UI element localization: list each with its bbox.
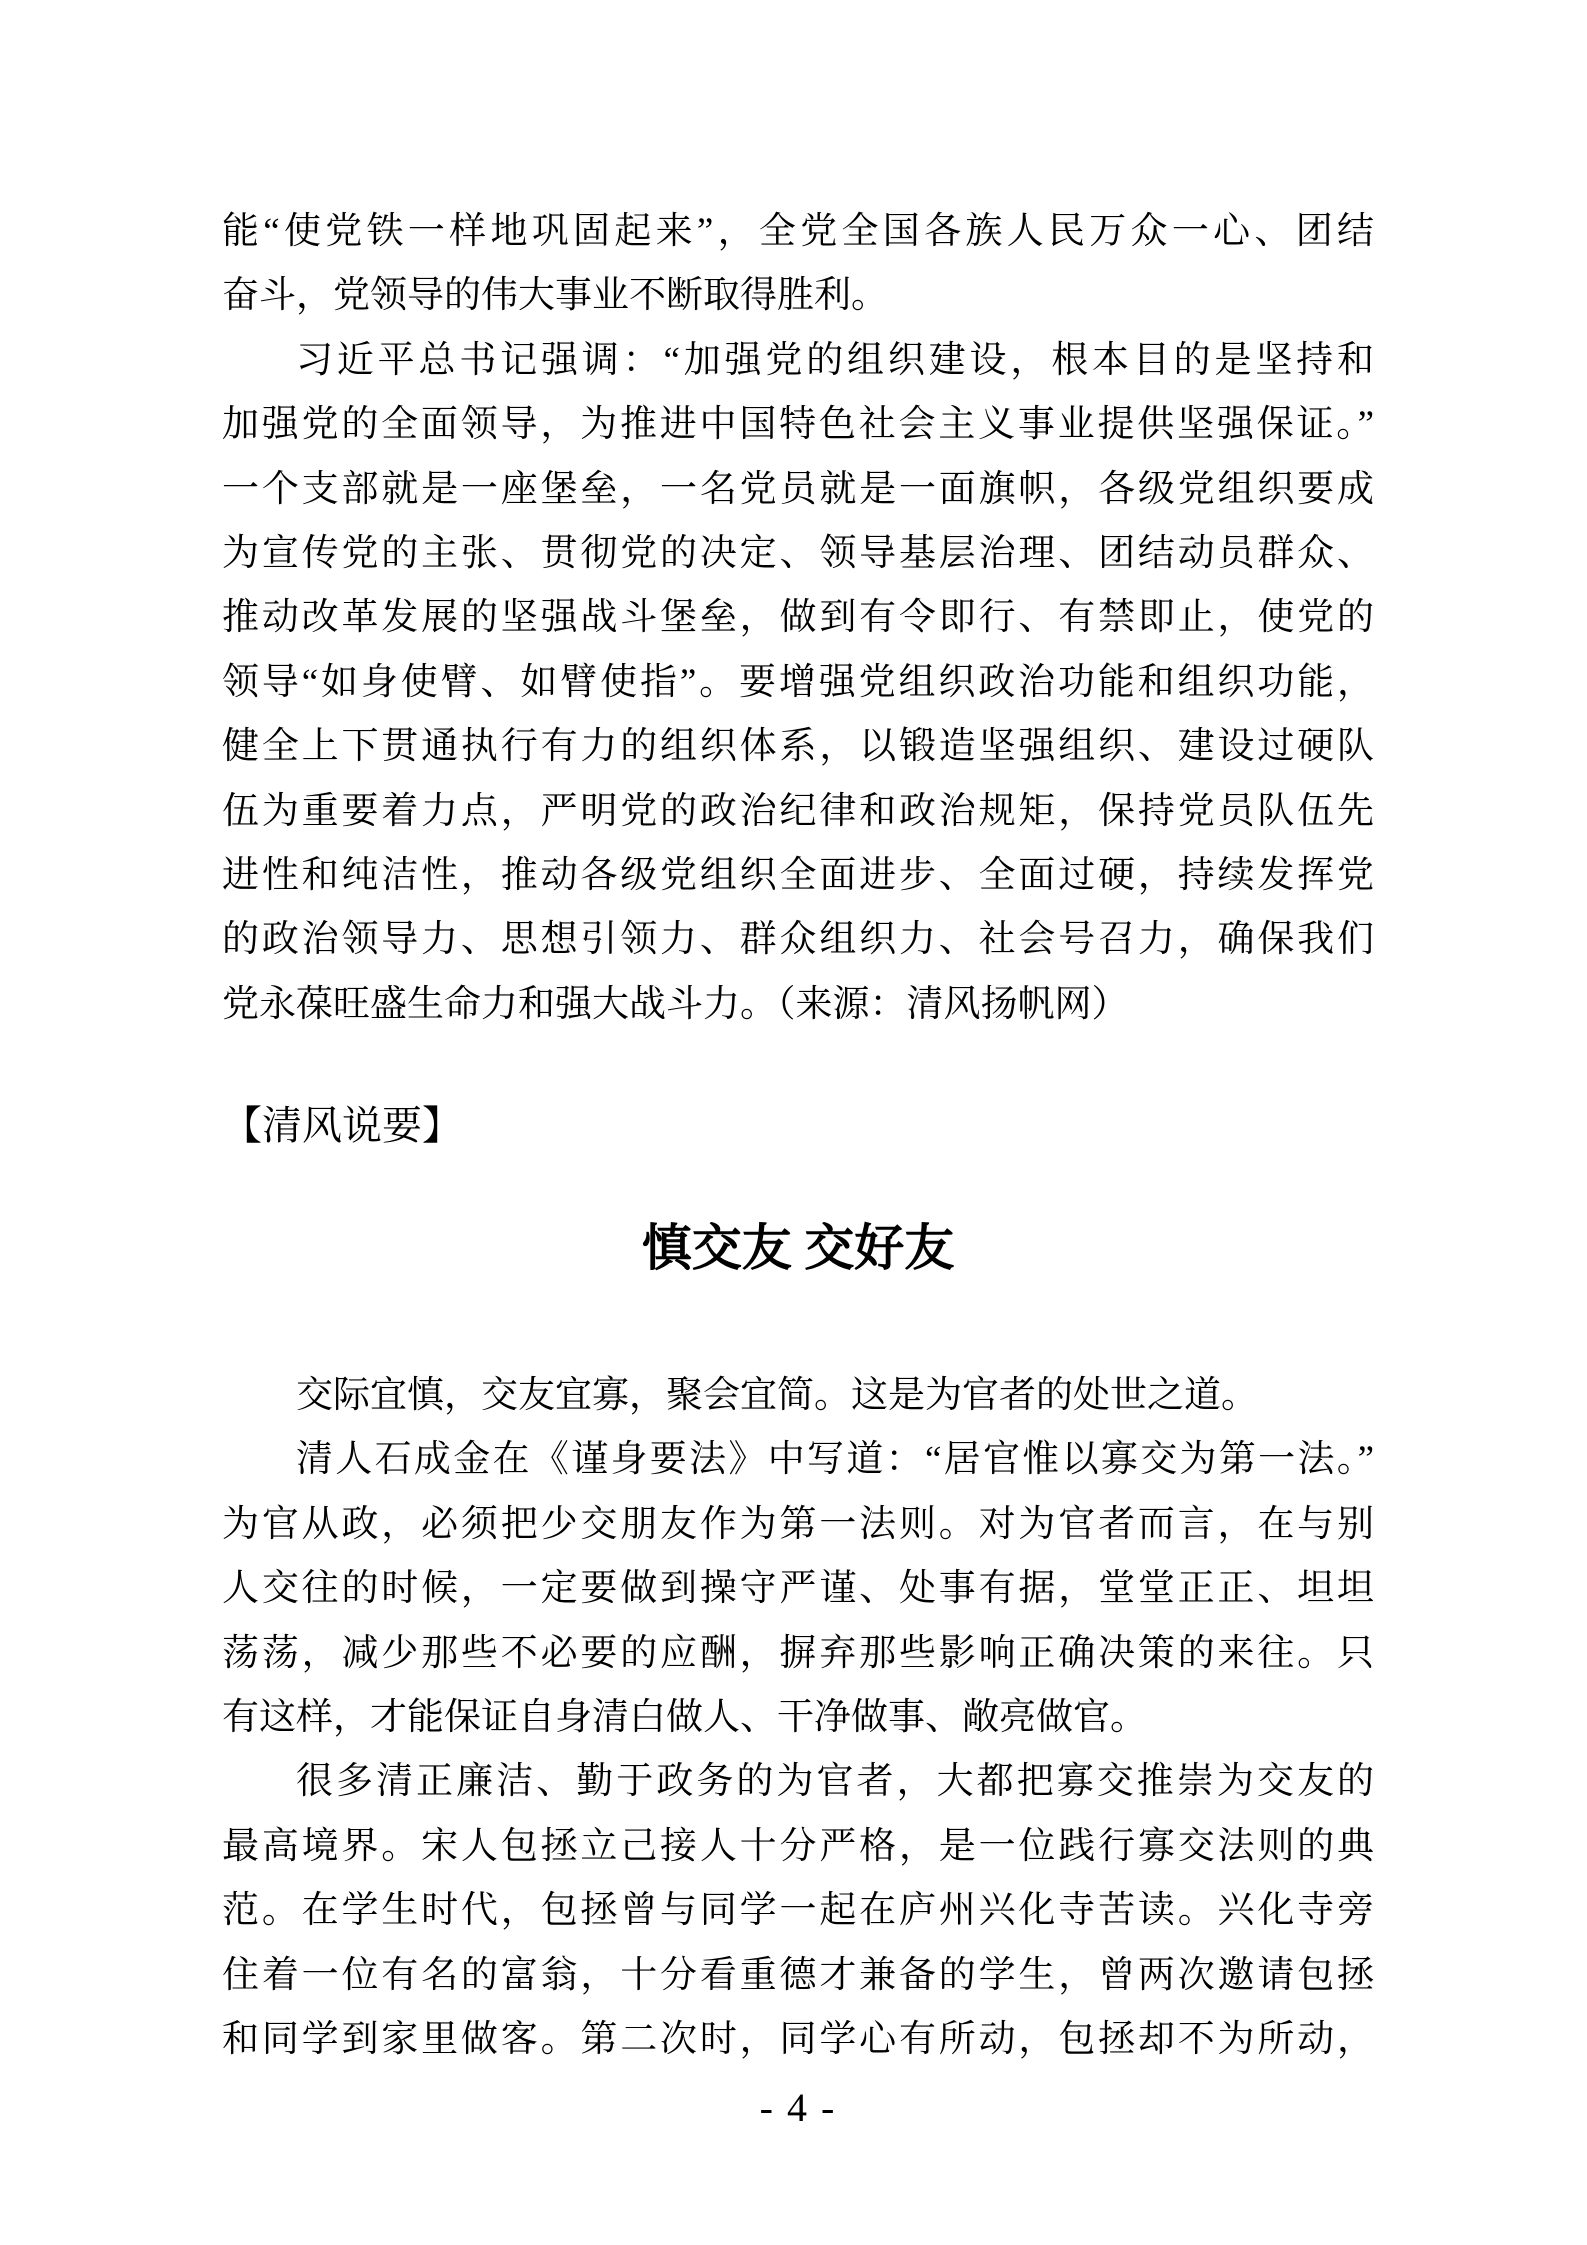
paragraph-line: 伍为重要着力点，严明党的政治纪律和政治规矩，保持党员队伍先 [222, 790, 1374, 832]
paragraph-line: 为宣传党的主张、贯彻党的决定、领导基层治理、团结动员群众、 [222, 532, 1374, 574]
section-heading: 【清风说要】 [222, 1103, 462, 1149]
paragraph-line: 范。在学生时代，包拯曾与同学一起在庐州兴化寺苦读。兴化寺旁 [222, 1890, 1374, 1932]
paragraph-line: 人交往的时候，一定要做到操守严谨、处事有据，堂堂正正、坦坦 [222, 1568, 1374, 1610]
paragraph-line: 有这样，才能保证自身清白做人、干净做事、敞亮做官。 [222, 1697, 1147, 1739]
paragraph-line: 为官从政，必须把少交朋友作为第一法则。对为官者而言，在与别 [222, 1503, 1374, 1545]
paragraph-line: 一个支部就是一座堡垒，一名党员就是一面旗帜，各级党组织要成 [222, 468, 1374, 510]
paragraph-line: 奋斗，党领导的伟大事业不断取得胜利。 [222, 275, 888, 317]
page-number: - 4 - [759, 2085, 837, 2131]
paragraph-line: 进性和纯洁性，推动各级党组织全面进步、全面过硬，持续发挥党 [222, 854, 1374, 896]
paragraph-line: 领导“如身使臂、如臂使指”。要增强党组织政治功能和组织功能， [222, 661, 1374, 703]
paragraph-line: 加强党的全面领导，为推进中国特色社会主义事业提供坚强保证。” [222, 404, 1374, 446]
paragraph-line: 很多清正廉洁、勤于政务的为官者，大都把寡交推崇为交友的 [296, 1761, 1374, 1803]
paragraph-line: 健全上下贯通执行有力的组织体系，以锻造坚强组织、建设过硬队 [222, 726, 1374, 768]
paragraph-line: 推动改革发展的坚强战斗堡垒，做到有令即行、有禁即止，使党的 [222, 597, 1374, 639]
article-title: 慎交友 交好友 [641, 1220, 955, 1277]
paragraph-line: 最高境界。宋人包拯立己接人十分严格，是一位践行寡交法则的典 [222, 1825, 1374, 1867]
paragraph-line: 的政治领导力、思想引领力、群众组织力、社会号召力，确保我们 [222, 919, 1374, 961]
paragraph-line: 荡荡，减少那些不必要的应酬，摒弃那些影响正确决策的来往。只 [222, 1632, 1374, 1674]
body-text-section-1 [222, 200, 1374, 1037]
paragraph-line: 党永葆旺盛生命力和强大战斗力。（来源：清风扬帆网） [222, 983, 1129, 1025]
paragraph-line: 习近平总书记强调：“加强党的组织建设，根本目的是坚持和 [296, 339, 1374, 381]
body-text-section-2 [222, 1364, 1374, 2072]
paragraph-line: 交际宜慎，交友宜寡，聚会宜简。这是为官者的处世之道。 [296, 1375, 1258, 1417]
paragraph-line: 住着一位有名的富翁，十分看重德才兼备的学生，曾两次邀请包拯 [222, 1954, 1374, 1996]
paragraph-line: 和同学到家里做客。第二次时，同学心有所动，包拯却不为所动， [222, 2018, 1374, 2060]
paragraph-line: 清人石成金在《谨身要法》中写道：“居官惟以寡交为第一法。” [296, 1439, 1374, 1481]
paragraph-line: 能“使党铁一样地巩固起来”，全党全国各族人民万众一心、团结 [222, 211, 1374, 252]
